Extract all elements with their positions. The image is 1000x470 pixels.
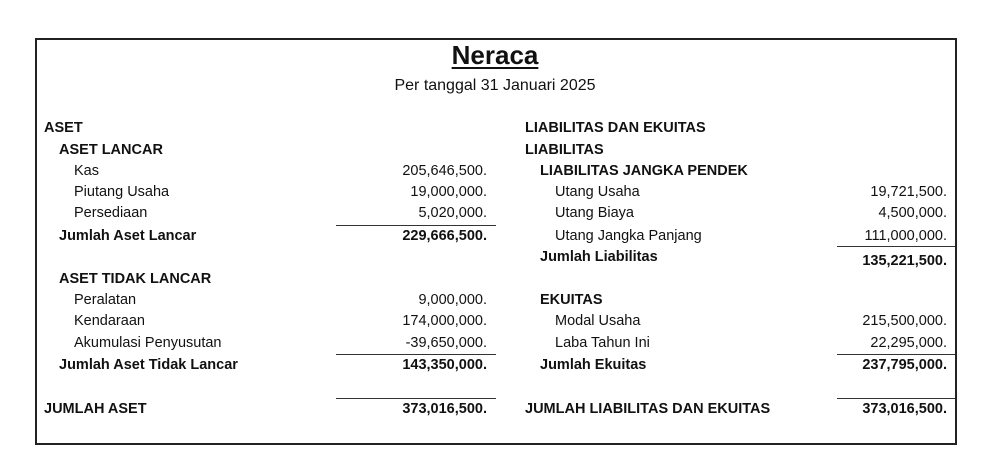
asset-item-label: Peralatan: [74, 292, 137, 308]
noncurrent-assets-total-label: Jumlah Aset Tidak Lancar: [59, 357, 238, 373]
subtotal-rule: [336, 225, 496, 226]
liability-item-label: Utang Biaya: [555, 205, 634, 221]
total-rule: [837, 398, 955, 399]
current-assets-total-label: Jumlah Aset Lancar: [59, 228, 197, 244]
subtotal-rule: [336, 354, 496, 355]
assets-heading: ASET: [44, 120, 83, 136]
equity-item-value: 22,295,000.: [870, 335, 947, 351]
total-liabilities-equity-value: 373,016,500.: [862, 401, 947, 417]
liability-item-label: Utang Jangka Panjang: [555, 228, 702, 244]
liability-item-value: 111,000,000.: [864, 228, 947, 244]
liability-item-label: Utang Usaha: [555, 184, 640, 200]
asset-item-value: 174,000,000.: [402, 313, 487, 329]
equity-total-value: 237,795,000.: [862, 357, 947, 373]
liabilities-total-value: 135,221,500.: [862, 253, 947, 269]
liabilities-equity-heading: LIABILITAS DAN EKUITAS: [525, 120, 706, 136]
asset-item-label: Persediaan: [74, 205, 148, 221]
equity-heading: EKUITAS: [540, 292, 603, 308]
asset-item-value: -39,650,000.: [405, 335, 487, 351]
equity-item-value: 215,500,000.: [862, 313, 947, 329]
total-assets-value: 373,016,500.: [402, 401, 487, 417]
equity-total-label: Jumlah Ekuitas: [540, 357, 647, 373]
short-term-liabilities-heading: LIABILITAS JANGKA PENDEK: [540, 163, 748, 179]
asset-item-value: 9,000,000.: [418, 292, 487, 308]
asset-item-value: 5,020,000.: [418, 205, 487, 221]
asset-item-label: Piutang Usaha: [74, 184, 170, 200]
liabilities-heading: LIABILITAS: [525, 142, 604, 158]
liability-item-value: 19,721,500.: [870, 184, 947, 200]
asset-item-label: Kendaraan: [74, 313, 145, 329]
total-liabilities-equity-label: JUMLAH LIABILITAS DAN EKUITAS: [525, 401, 771, 417]
report-date: Per tanggal 31 Januari 2025: [394, 77, 596, 94]
asset-item-value: 19,000,000.: [410, 184, 487, 200]
noncurrent-assets-heading: ASET TIDAK LANCAR: [59, 271, 212, 287]
report-title: Neraca: [451, 40, 539, 70]
liability-item-value: 4,500,000.: [878, 205, 947, 221]
equity-item-label: Modal Usaha: [555, 313, 641, 329]
noncurrent-assets-total-value: 143,350,000.: [402, 357, 487, 373]
current-assets-heading: ASET LANCAR: [59, 142, 163, 158]
liabilities-total-label: Jumlah Liabilitas: [540, 249, 658, 265]
equity-item-label: Laba Tahun Ini: [555, 335, 650, 351]
asset-item-label: Kas: [74, 163, 99, 179]
asset-item-value: 205,646,500.: [402, 163, 487, 179]
total-assets-label: JUMLAH ASET: [44, 401, 147, 417]
current-assets-total-value: 229,666,500.: [402, 228, 487, 244]
total-rule: [336, 398, 496, 399]
subtotal-rule: [837, 354, 955, 355]
asset-item-label: Akumulasi Penyusutan: [74, 335, 222, 351]
subtotal-rule: [837, 246, 955, 247]
